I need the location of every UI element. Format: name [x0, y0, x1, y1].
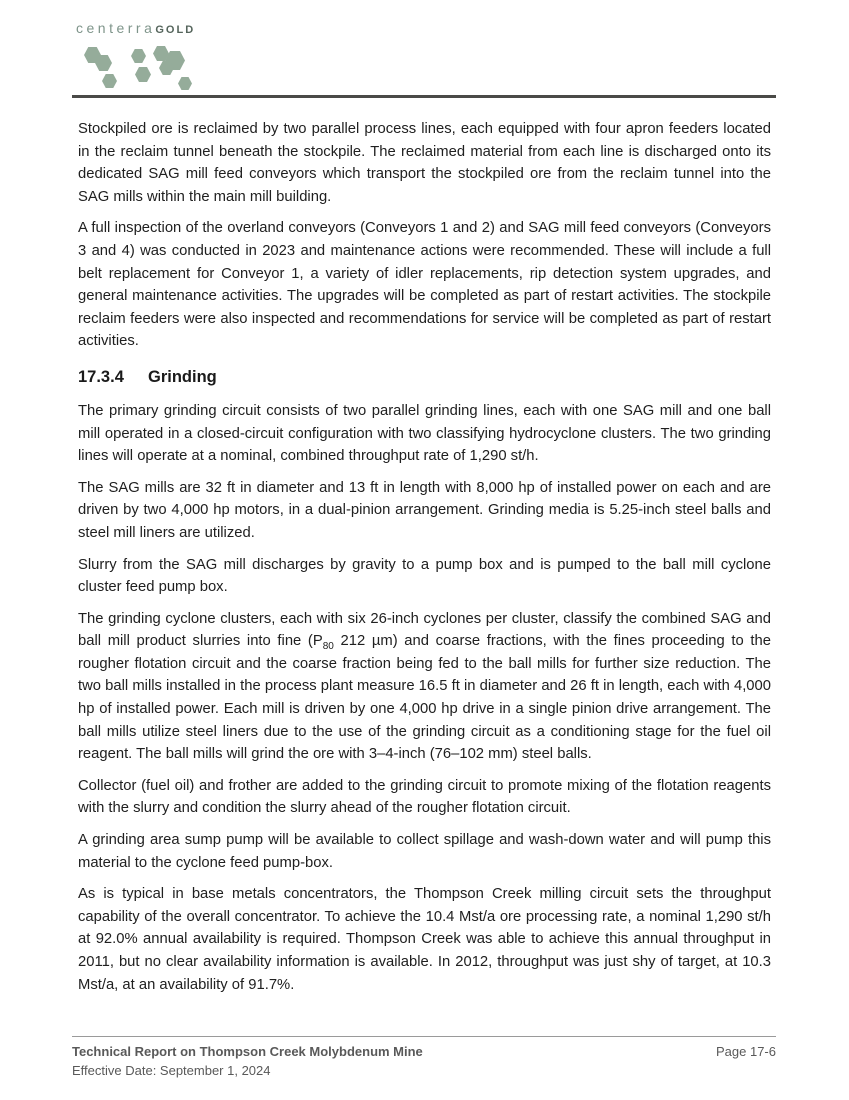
page-footer	[72, 1036, 776, 1080]
body-paragraph: A grinding area sump pump will be available to collect spillage and wash-down water and will pump this material to the cyclone feed pump-box.	[78, 832, 771, 871]
body-paragraph: Slurry from the SAG mill discharges by gravity to a pump box and is pumped to the ball mill cyclone cluster feed pump box.	[78, 556, 771, 596]
hexagon-icon	[135, 67, 151, 82]
paragraph-text: 212 µm) and coarse fractions, with the fines proceeding to the rougher flotation circuit and the coarse fraction being fed to the ball mills for further size reduction. The two ball mills installed in the process plant measure 16.5 ft in diameter and 26 ft in length, each with 4,000 hp of installed power. Each mill is driven by one 4,000 hp drive in a single pinion drive arrangement. The ball mills utilize steel liners due to the use of the grinding circuit as a conditioning stage for the fuel oil reagent. The ball mills will grind the ore with 3–4-inch (76–102 mm) steel balls.	[78, 633, 771, 763]
body-paragraph: A full inspection of the overland conveyors (Conveyors 1 and 2) and SAG mill feed conveyors (Conveyors 3 and 4) was conducted in 2023 and maintenance actions were recommended. These will include a full belt replacement for Conveyor 1, a variety of idler replacements, rip detection system upgrades, and general maintenance activities. The upgrades will be completed as part of restart activities. The stockpile reclaim feeders were also inspected and recommendations for service will be completed as part of restart activities.	[78, 220, 771, 350]
hexagon-icon	[131, 49, 146, 63]
centerra-gold-logo	[76, 20, 195, 36]
body-paragraph: Collector (fuel oil) and frother are added to the grinding circuit to promote mixing of the flotation reagents with the slurry and condition the slurry ahead of the rougher flotation circuit.	[78, 777, 771, 817]
footer-divider	[72, 1036, 776, 1037]
footer-report-title: Technical Report on Thompson Creek Molybdenum Mine	[72, 1044, 423, 1059]
header-divider	[72, 95, 776, 98]
paragraph-text: The grinding cyclone clusters, each with six 26-inch cyclones per cluster, classify the combined SAG and ball mill product slurries into fine (P	[78, 610, 771, 650]
hexagon-icon	[178, 77, 192, 90]
body-paragraph	[78, 608, 771, 766]
logo-gold-text: GOLD	[155, 24, 196, 36]
document-body	[78, 118, 771, 1005]
p80-subscript: 80	[322, 641, 334, 653]
body-paragraph: Stockpiled ore is reclaimed by two parallel process lines, each equipped with four apron feeders located in the reclaim tunnel beneath the stockpile. The reclaimed material from each line is discharged onto its dedicated SAG mill feed conveyors which transport the stockpiled ore from the reclaim tunnel into the SAG mills within the main mill building.	[78, 121, 771, 205]
footer-effective-date: Effective Date: September 1, 2024	[72, 1063, 271, 1078]
logo-hexagons-icon	[76, 42, 206, 96]
section-heading	[78, 368, 771, 387]
body-paragraph: As is typical in base metals concentrators, the Thompson Creek milling circuit sets the throughput capability of the overall concentrator. To achieve the 10.4 Mst/a ore processing rate, a nominal 1,290 st/h at 92.0% annual availability is required. Thompson Creek was able to achieve this annual throughput in 2011, but no clear availability information is available. In 2012, throughput was just shy of target, at 10.3 Mst/a, at an availability of 91.7%.	[78, 886, 771, 993]
body-paragraph: The primary grinding circuit consists of two parallel grinding lines, each with one SAG mill and one ball mill operated in a closed-circuit configuration with two classifying hydrocyclone clusters. The two grinding lines will operate at a nominal, combined throughput rate of 1,290 st/h.	[78, 402, 771, 465]
body-paragraph: The SAG mills are 32 ft in diameter and 13 ft in length with 8,000 hp of installed power on each and are driven by two 4,000 hp motors, in a dual-pinion arrangement. Grinding media is 5.25-inch steel balls and steel mill liners are utilized.	[78, 479, 771, 541]
footer-page-number: Page 17-6	[716, 1044, 776, 1059]
hexagon-icon	[102, 74, 117, 88]
section-title: Grinding	[148, 367, 217, 386]
section-number: 17.3.4	[78, 367, 124, 386]
logo-wordmark-text: centerra	[76, 20, 156, 36]
